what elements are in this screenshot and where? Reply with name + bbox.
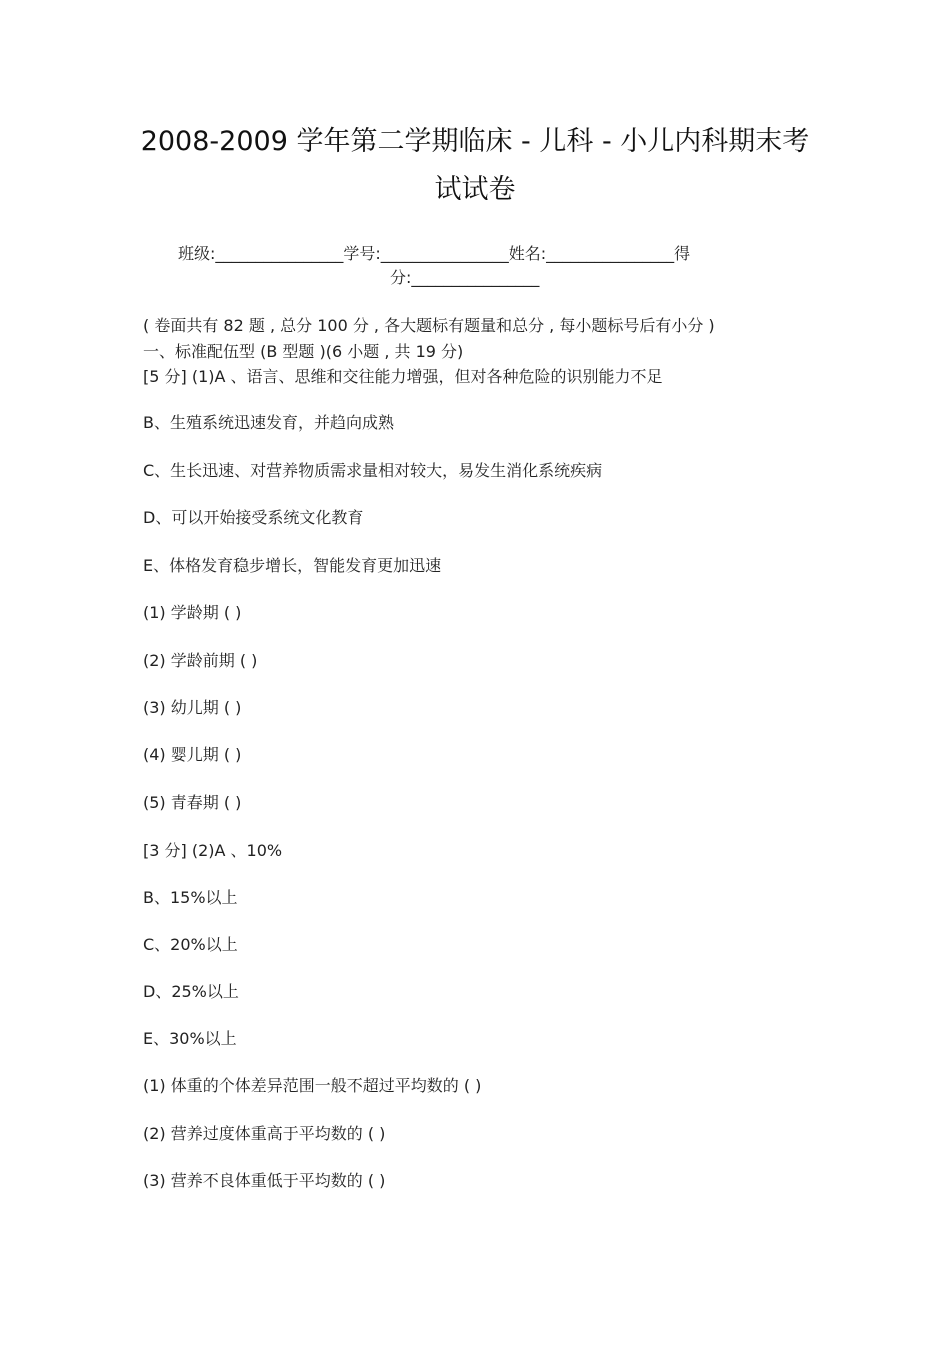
student-info-line1: 班级:________________学号:________________姓名:________________得 — [178, 244, 691, 263]
question-1-item-3: (3) 幼儿期 ( ) — [143, 698, 242, 717]
question-2-option-b: B、15%以上 — [143, 888, 238, 907]
question-1-item-1: (1) 学龄期 ( ) — [143, 603, 242, 622]
question-1-option-e: E、体格发育稳步增长，智能发育更加迅速 — [143, 556, 442, 575]
question-1-item-2: (2) 学龄前期 ( ) — [143, 651, 258, 670]
question-2-item-1: (1) 体重的个体差异范围一般不超过平均数的 ( ) — [143, 1076, 482, 1095]
question-1-item-5: (5) 青春期 ( ) — [143, 793, 242, 812]
question-1-head: [5 分] (1)A 、语言、思维和交往能力增强，但对各种危险的识别能力不足 — [143, 367, 663, 386]
section-heading: 一、标准配伍型 (B 型题 )(6 小题 , 共 19 分) — [143, 342, 464, 361]
question-2-item-2: (2) 营养过度体重高于平均数的 ( ) — [143, 1124, 386, 1143]
document-title-line2: 试试卷 — [434, 174, 516, 205]
question-2-head: [3 分] (2)A 、10% — [143, 841, 283, 860]
document-title-line1: 2008-2009 学年第二学期临床 - 儿科 - 小儿内科期末考 — [140, 126, 810, 157]
question-2-option-d: D、25%以上 — [143, 982, 239, 1001]
student-info-line2: 分:________________ — [390, 268, 540, 287]
question-2-option-e: E、30%以上 — [143, 1029, 237, 1048]
question-1-option-d: D、可以开始接受系统文化教育 — [143, 508, 364, 527]
question-1-option-b: B、生殖系统迅速发育，并趋向成熟 — [143, 413, 394, 432]
exam-intro: ( 卷面共有 82 题 , 总分 100 分 , 各大题标有题量和总分 , 每小题标号后有小分 ) — [143, 316, 715, 335]
question-1-item-4: (4) 婴儿期 ( ) — [143, 745, 242, 764]
question-1-option-c: C、生长迅速、对营养物质需求量相对较大，易发生消化系统疾病 — [143, 461, 603, 480]
question-2-option-c: C、20%以上 — [143, 935, 238, 954]
question-2-item-3: (3) 营养不良体重低于平均数的 ( ) — [143, 1171, 386, 1190]
